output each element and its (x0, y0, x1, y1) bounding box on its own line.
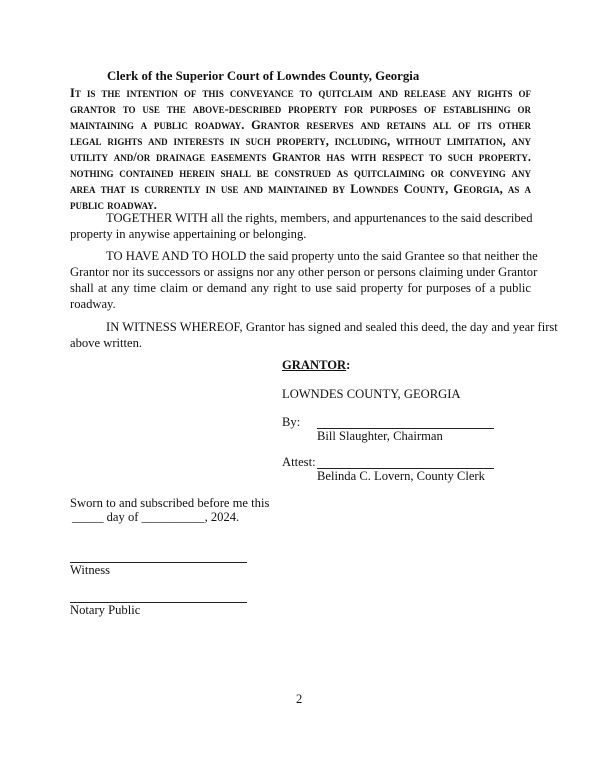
quitclaim-line: legal rights and interests in such property, including, without limitation, any (70, 134, 531, 148)
quitclaim-line: maintaining a public roadway. Grantor reserves and retains all of its other (70, 118, 531, 132)
quitclaim-line: nothing contained herein shall be construed as quitclaiming or conveying any (70, 166, 531, 180)
by-label: By: (282, 415, 301, 429)
date-line: _____ day of __________, 2024. (72, 510, 240, 524)
paragraph-line: TOGETHER WITH all the rights, members, and appurtenances to the said described (106, 211, 533, 225)
grantor-colon: : (346, 358, 351, 372)
paragraph-line: roadway. (70, 297, 116, 311)
attest-label: Attest: (282, 455, 316, 469)
grantor-heading (282, 358, 350, 373)
quitclaim-line: utility and/or drainage easements Grantor has with respect to such property. (70, 150, 531, 164)
attest-name: Belinda C. Lovern, County Clerk (317, 469, 485, 483)
heading: Clerk of the Superior Court of Lowndes County, Georgia (107, 69, 420, 83)
page-number: 2 (296, 692, 303, 706)
quitclaim-line: area that is currently in use and maintained by Lowndes County, Georgia, as a (70, 182, 531, 196)
quitclaim-line: grantor to use the above-described property for purposes of establishing or (70, 102, 531, 116)
paragraph-line: property in anywise appertaining or belonging. (70, 227, 307, 241)
paragraph-line: TO HAVE AND TO HOLD the said property unto the said Grantee so that neither the (106, 249, 538, 263)
sworn-text: Sworn to and subscribed before me this (70, 496, 270, 510)
paragraph-line: Grantor nor its successors or assigns nor any other person or persons claiming under Grantor (70, 265, 538, 279)
paragraph-line: shall at any time claim or demand any right to use said property for purposes of a public (70, 281, 531, 295)
witness-label: Witness (70, 563, 111, 577)
paragraph-line: above written. (70, 336, 143, 350)
quitclaim-line: It is the intention of this conveyance to quitclaim and release any rights of (70, 86, 531, 100)
grantor-name: LOWNDES COUNTY, GEORGIA (282, 387, 461, 401)
paragraph-line: IN WITNESS WHEREOF, Grantor has signed and sealed this deed, the day and year first (106, 320, 558, 334)
by-name: Bill Slaughter, Chairman (317, 429, 443, 443)
grantor-label: GRANTOR (282, 358, 347, 372)
notary-public-label: Notary Public (70, 603, 141, 617)
quitclaim-line: public roadway. (70, 198, 157, 212)
